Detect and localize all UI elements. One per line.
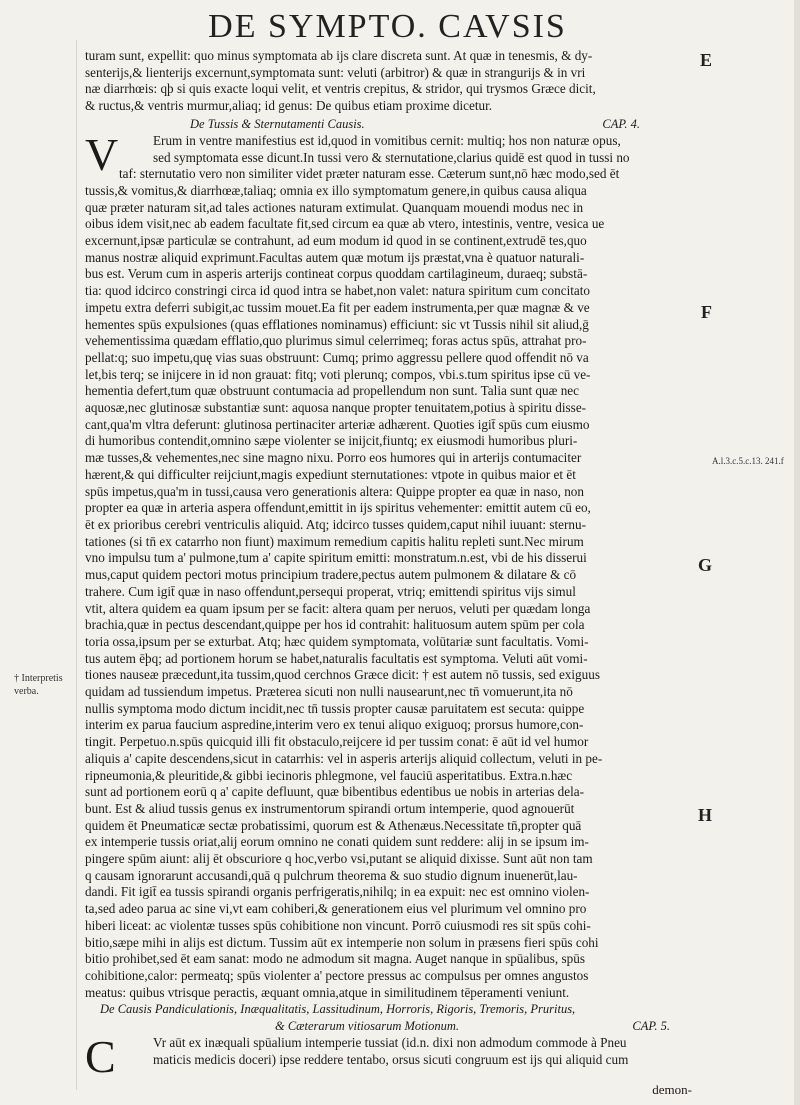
heading-title-line1: De Causis Pandiculationis, Inæqualitatis, Lassitudinum, Horroris, Rigoris, Tremoris, Pruritus,: [100, 1002, 576, 1017]
text-line: aquosæ,nec glutinosæ substantiæ sunt: aquosa nanque propter tenuitatem,potius à spiritu disse-: [85, 400, 587, 416]
heading-title: De Tussis & Sternutamenti Causis.: [190, 116, 365, 131]
text-line: tussis,& vomitus,& diarrhœæ,taliaq; omnia ex illo symptomatum genere,in quibus causa aliqua: [85, 182, 587, 198]
text-line: & ructus,& ventris murmur,aliaq; id genus: De quibus etiam proxime dicetur.: [85, 98, 493, 114]
text-line: næ diarrhœis: qþ si quis exacte loqui velit, et ventris crepitus, & stridor, qui trysmos Græce dicit,: [85, 81, 596, 97]
text-line: Vr aūt ex inæquali spūalium intemperie tussiat (id.n. dixi non admodum commode à Pneu: [153, 1035, 627, 1051]
text-line: quidem ēt Pneumaticæ sectæ probatissimi, quorum est & Athenæus.Necessitate tn̄,propter quā: [85, 817, 582, 833]
text-line: sunt ad portionem eorū q a' capite defluunt, quæ bibentibus edentibus ue nobis in arterias dela-: [85, 784, 584, 800]
text-line: pingere spūm aiunt: alij ēt obscuriore q hoc,verbo vsi,putant se aliquid dixisse. Sunt aūt non tam: [85, 851, 593, 867]
text-line: hiberi liceat: ac violentæ tusses spūs cohibitione non vincunt. Porrō cuiusmodi res sit spūs cohi-: [85, 917, 591, 933]
paragraph-lines: [85, 128, 695, 1002]
running-head: [80, 8, 695, 46]
text-line: let,bis terq; se inijcere in id non grauat: fitq; voti plerunq; compos, vbi.s.tum spiritus ipse cū ve-: [85, 366, 591, 382]
text-line: tia: quod idcirco constringi circa id quod intra se habet,non valet: natura spiritum cum concitato: [85, 283, 591, 299]
text-line: turam sunt, expellit: quo minus symptomata ab ijs clare discreta sunt. At quæ in tenesmis, & dy-: [85, 48, 593, 63]
text-line: taf: sternutatio vero non similiter videt præter naturam esse. Cæterum sunt,nō hæc modo,sed ēt: [119, 166, 620, 182]
text-line: brachia,quæ in pectus descendant,quippe per hos id contrahit: halituosum autem spūm per cola: [85, 617, 585, 633]
margin-note-reference: A.l.3.c.5.c.13. 241.f: [712, 456, 784, 466]
text-line: dandi. Fit igit̄ ea tussis spirandi organis perfrigeratis,nihilq; in ea expuit: nec est omnino violen-: [85, 884, 590, 900]
drop-cap-c: C: [85, 1031, 116, 1083]
section-continuation: [85, 48, 695, 115]
paragraph-cap5: [85, 1031, 695, 1083]
text-line: meatus: quibus vtrisque peractis, æquant omnia,atque in similitudinem tēperamenti veniunt.: [85, 984, 570, 1000]
text-line: vehementissima quædam efflatio,quo plurimus simul celerrimeq; foras actus spūs, attrahat pro-: [85, 333, 587, 349]
text-line: mus,caput quidem pectori motus principium tradere,pectus autem pulmonem & dilatare & cō: [85, 567, 577, 583]
heading-chapter-number: CAP. 5.: [632, 1019, 670, 1034]
text-line: ripneumonia,& pleuritide,& gibbi iecinoris phlegmone, vel fauciū asperitatibus. Extra.n.hæc: [85, 767, 573, 783]
heading-title-line2: & Cæterarum vitiosarum Motionum.: [275, 1019, 460, 1034]
text-line: hærent,& qui difficulter reijciunt,magis expediunt sternutationes: vtpote in quibus maior et ēt: [85, 466, 576, 482]
running-head-text: DE SYMPTO. CAVSIS: [208, 8, 567, 45]
text-line: mæ tusses,& vehementes,nec sine magno nixu. Porro eos humores qui in arterijs contumaciter: [85, 450, 582, 466]
paragraph-cap4: [85, 128, 695, 1002]
text-line: pellat:q; suo impetu,quę vias suas obstruunt: Cumq; primo aggressu pellere quod offendit nō va: [85, 349, 589, 365]
text-line: spūs impetus,qua'm in tussi,causa vero generationis altera: Quippe propter ea quæ in naso, non: [85, 483, 584, 499]
text-line: bunt. Est & aliud tussis genus ex instrumentorum spirandi ortum intemperie, quod agnouerūt: [85, 800, 575, 816]
text-line: ta,sed adeo parua ac sine vi,vt eam cohiberi,& generationem eius vel plurimum vel omnino pro: [85, 901, 587, 917]
text-line: hementes spūs expulsiones (quas efflationes nominamus) efficiunt: sic vt Tussis nihil sit aliud,ḡ: [85, 316, 589, 332]
scan-edge: [794, 0, 800, 1105]
text-line: bitio,sæpe mihi in alijs est dictum. Tussim aūt ex intemperie non solum in præsens fieri spūs cohi: [85, 934, 599, 950]
text-line: maticis medicis doceri) ipse reddere tentabo, orsus sicuti congruum est ijs qui aliquid cum: [153, 1052, 629, 1068]
text-line: trahere. Cum igit̄ quæ in naso offendunt,persequi properat, vtriq; emittendi spiritus vijs simul: [85, 583, 576, 599]
section-heading-cap5: [85, 1001, 695, 1035]
margin-letter-h: H: [697, 805, 712, 825]
text-line: ex intemperie tussis oriat,alij eorum omnino ne conati quidem sunt reddere: alij in se ipsum im-: [85, 834, 589, 850]
text-line: bus est. Verum cum in asperis arterijs contineat corpus quoddam cartilagineum, duraeq; substā-: [85, 266, 588, 282]
text-line: excernunt,ipsæ particulæ se contrahunt, ad eum modum id quod in se continent,extrudē tes,quo: [85, 233, 587, 249]
text-line: Erum in ventre manifestius est id,quod in vomitibus cernit: multiq; hos non naturæ opus,: [153, 132, 621, 148]
margin-note-interpretis: † Interpretis verba.: [14, 673, 63, 697]
body-text: [85, 48, 695, 1083]
text-line: quidam ad tussiendum impetus. Præterea sicuti non nulli nausearunt,nec tn̄ vomuerunt,ita nō: [85, 684, 573, 700]
text-line: quæ præter naturam sit,ad tales actiones naturam extimulat. Quanquam mouendi modus nec in: [85, 199, 584, 215]
text-line: propter ea quæ in arteria aspera offendunt,emittit in ijs spiritus vehementer: emittit autem cū eo,: [85, 500, 591, 516]
text-line: senterijs,& lienterijs excernunt,symptomata sunt: veluti (arbitror) & quæ in strangurijs & in vri: [85, 64, 586, 80]
drop-cap-v: V: [85, 128, 119, 180]
text-line: tus autem ēþq; ad portionem horum se habet,naturalis facultatis est symptoma. Veluti aūt vomi-: [85, 650, 588, 666]
text-line: hementia defert,tum quæ obstruunt contumacia ad propellendum non sunt. Talia sunt quæ nec: [85, 383, 579, 399]
paragraph-lines: [85, 1035, 695, 1068]
text-line: tiones nauseæ præcedunt,ita tussim,quod cerchnos Græce dicit: † est autem nō tussis, sed exiguus: [85, 667, 600, 683]
margin-letter-f: F: [701, 302, 712, 322]
text-line: vno impulsu tum a' pulmone,tum a' capite spiritum emitti: monstratum.n.est, vbi de his disserui: [85, 550, 587, 566]
text-line: tationes (si tn̄ ex catarrho non fiunt) maximum remedium capitis halitu repleti sunt.Nec mirum: [85, 533, 584, 549]
text-line: tingit. Perpetuo.n.spūs quicquid illi fit obstaculo,reijcere id per tussim conat: ē aūt id vel humor: [85, 734, 589, 750]
text-line: manus nostræ aliquid exprimunt.Facultas autem quæ motum ijs præstat,vna è quatuor naturali-: [85, 249, 585, 265]
catchword: demon-: [652, 1082, 692, 1097]
text-line: di humoribus contendit,omnino sæpe violenter se inijcit,fiuntq; ex eiusmodi humoribus pluri-: [85, 433, 578, 449]
text-line: sed symptomata esse dicunt.In tussi vero & sternutatione,clarius quidē est quod in tussi no: [153, 149, 630, 165]
page-fold-shadow: [76, 40, 77, 1090]
text-line: interim ex parua faucium aspredine,interim vero ex tenui aliquo exiguoq; prorsus humore,con-: [85, 717, 584, 733]
margin-letter-g: G: [697, 555, 712, 575]
text-line: ēt ex prioribus cerebri ventriculis aliquid. Atq; idcirco tusses quidem,caput nihil iuuant: sternu-: [85, 516, 587, 532]
margin-letter-e: E: [699, 50, 712, 70]
text-line: bitio prohibet,sed ēt eam sanat: modo ne admodum sit magna. Auget nanque in spūalibus, spūs: [85, 951, 585, 967]
text-line: aliquis a' capite descendens,sicut in catarrhis: vel in asperis arterijs aliquid collectum, veluti in pe-: [85, 750, 603, 766]
text-line: impetu extra deferri subigit,ac tussim mouet.Ea fit per eadem instrumenta,per quæ magnæ & ve: [85, 299, 590, 315]
heading-chapter-number: CAP. 4.: [602, 116, 640, 131]
text-line: nullis symptoma modo dictum incidit,nec tn̄ tussis propter causæ paruitatem est secuta: quippe: [85, 700, 585, 716]
text-line: q causam ignorarunt accusandi,quā q pulchrum theorema & suo studio dignum inuenerūt,lau-: [85, 867, 578, 883]
text-line: toria ossa,ipsum per se exturbat. Atq; hæc quidem symptomata, volūtariæ sunt facultatis. Vomi-: [85, 633, 589, 649]
text-line: vtit, altera quidem ea quam ipsum per se facit: altera quam per neruos, veluti per quædam longa: [85, 600, 591, 616]
section-heading-cap4: [85, 115, 695, 133]
text-line: oibus idem visit,nec ab eadem facultate fit,sed circum ea quæ ab vtero, intestinis, ventre, vesica ue: [85, 216, 605, 232]
text-line: cant,qua'm vltra deferunt: glutinosa pertinaciter arteriæ adhærent. Quoties igit̄ spūs cum eiusmo: [85, 416, 590, 432]
text-line: cohibitione,calor: permeatq; spūs violenter a' pectore pressus ac compulsus per omnes angustos: [85, 967, 589, 983]
